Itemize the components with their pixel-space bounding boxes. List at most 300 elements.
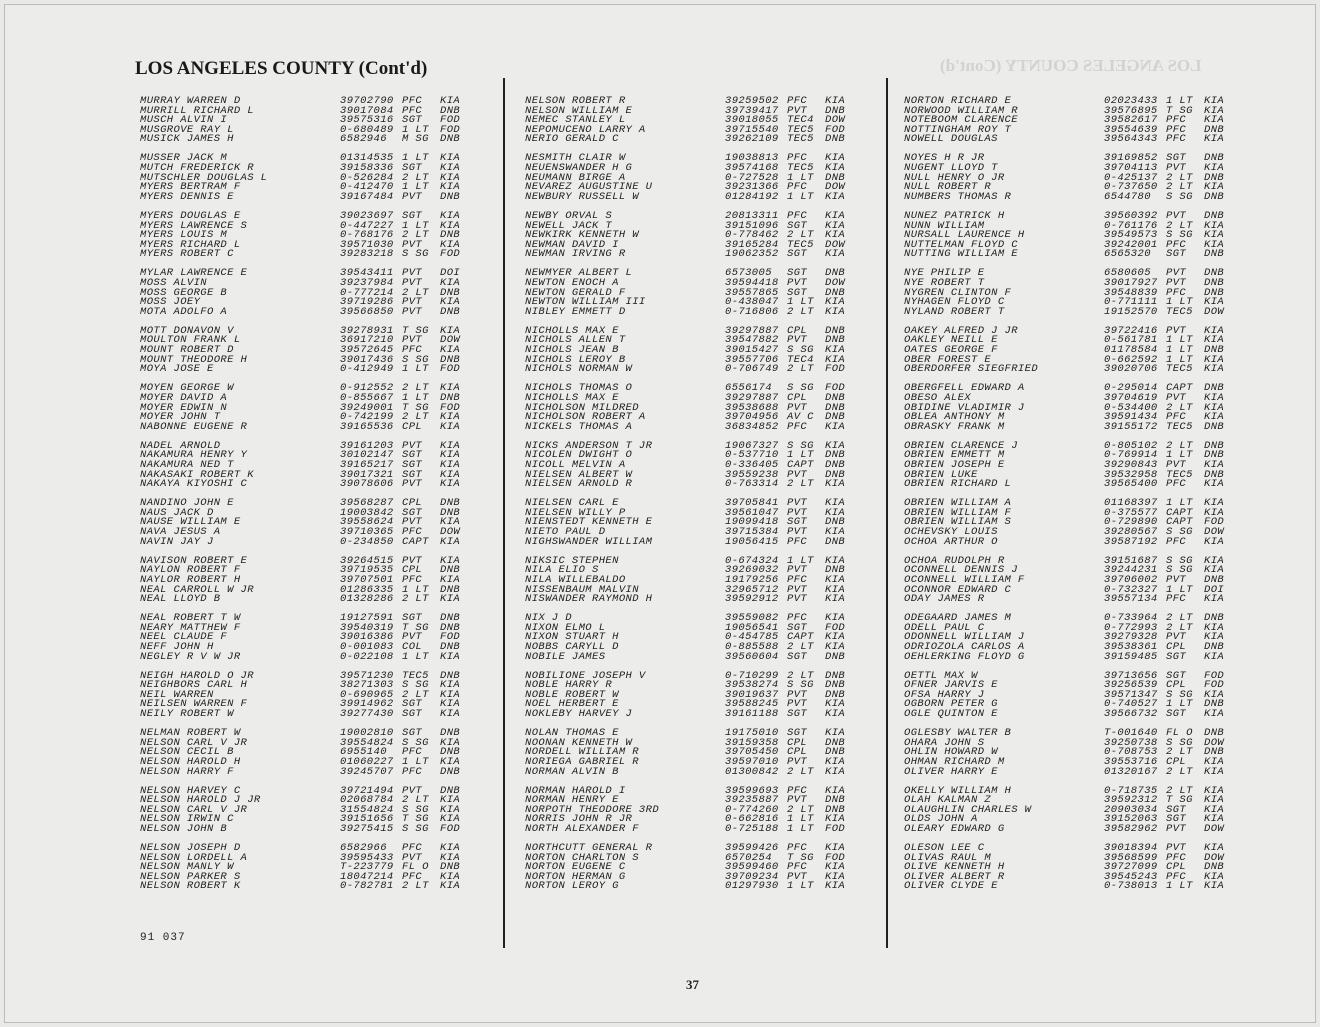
entry-name: NYE PHILIP E — [904, 267, 985, 280]
entry-rank: PVT — [402, 516, 423, 529]
entry-name: OHMAN RICHARD M — [904, 755, 1005, 768]
entry-serial: 39165217 — [340, 459, 394, 471]
entry-serial: 01060227 — [340, 755, 394, 768]
entry-rank: PVT — [402, 439, 423, 452]
entry-status: DNB — [825, 324, 846, 337]
entry-status: DOW — [825, 114, 846, 127]
entry-serial: 0-375577 — [1104, 506, 1158, 519]
roster-group — [904, 154, 1240, 202]
entry-status: KIA — [825, 526, 846, 539]
roster-group — [140, 844, 476, 892]
entry-name: NESMITH CLAIR W — [525, 152, 626, 165]
entry-serial: 39158336 — [340, 162, 394, 175]
entry-serial: 39018055 — [725, 114, 779, 127]
entry-serial: 19067327 — [725, 439, 779, 452]
entry-status: KIA — [440, 870, 461, 883]
entry-status: FOD — [440, 123, 461, 136]
entry-rank: CPL — [402, 564, 423, 577]
entry-status: FOD — [825, 382, 846, 395]
entry-serial: 39290843 — [1104, 459, 1158, 471]
entry-status: KIA — [440, 439, 461, 452]
entry-status: KIA — [440, 382, 461, 395]
entry-rank: PFC — [402, 95, 423, 107]
roster-entry — [525, 595, 861, 605]
entry-serial: 01168397 — [1104, 497, 1158, 510]
entry-status: KIA — [1204, 324, 1225, 337]
entry-status: DOW — [825, 277, 846, 289]
entry-name: NEIGH HAROLD O JR — [140, 669, 254, 682]
entry-rank: PVT — [402, 305, 423, 318]
page-number: 37 — [686, 977, 699, 992]
roster-group — [140, 324, 476, 376]
entry-name: OCHOA RUDOLPH R — [904, 554, 1005, 567]
entry-status: DNB — [825, 171, 846, 184]
entry-name: NELSON CARL V JR — [140, 803, 248, 816]
entry-rank: 2 LT — [787, 669, 814, 682]
entry-status: KIA — [825, 353, 846, 366]
entry-rank: 1 LT — [787, 171, 814, 184]
entry-status: DNB — [825, 669, 846, 682]
entry-rank: SGT — [787, 650, 808, 663]
entry-serial: 39719286 — [340, 296, 394, 309]
entry-name: NEUMANN BIRGE A — [525, 171, 626, 184]
entry-serial: 18047214 — [340, 870, 394, 883]
entry-rank: PVT — [402, 784, 423, 797]
entry-name: NEMEC STANLEY L — [525, 114, 626, 127]
entry-status: FOD — [440, 631, 461, 644]
entry-name: OFSA HARRY J — [904, 688, 985, 701]
entry-status: KIA — [440, 277, 461, 289]
roster-group — [525, 554, 861, 606]
entry-serial: 0-737650 — [1104, 181, 1158, 194]
entry-status: FOD — [825, 123, 846, 136]
entry-status: DNB — [825, 794, 846, 807]
entry-status: KIA — [440, 296, 461, 309]
entry-serial: 39599426 — [725, 842, 779, 855]
entry-serial: 39582617 — [1104, 114, 1158, 127]
roster-entry — [525, 365, 861, 375]
entry-status: DNB — [1204, 727, 1225, 740]
entry-serial: 0-805102 — [1104, 439, 1158, 452]
entry-name: NIX J D — [525, 612, 572, 625]
entry-status: DNB — [825, 459, 846, 471]
roster-entry — [904, 535, 1240, 548]
entry-status: DNB — [1204, 152, 1225, 165]
entry-status: KIA — [1204, 803, 1225, 816]
roster-group — [140, 209, 476, 261]
entry-name: NEEL CLAUDE F — [140, 631, 228, 644]
entry-serial: 39592312 — [1104, 794, 1158, 807]
entry-serial: 39278931 — [340, 324, 394, 337]
entry-rank: 1 LT — [1166, 880, 1193, 893]
entry-rank: PVT — [402, 267, 423, 280]
entry-name: MOULTON FRANK L — [140, 334, 241, 347]
entry-serial: 39597010 — [725, 755, 779, 768]
entry-serial: 36917210 — [340, 334, 394, 347]
entry-serial: 0-561781 — [1104, 334, 1158, 347]
entry-name: NILA WILLEBALDO — [525, 573, 626, 586]
entry-serial: 0-706749 — [725, 363, 779, 376]
entry-status: KIA — [440, 209, 461, 222]
entry-rank: 1 LT — [1166, 296, 1193, 309]
entry-status: KIA — [1204, 411, 1225, 424]
entry-name: MUSGROVE RAY L — [140, 123, 234, 136]
entry-name: NOBBS CARYLL D — [525, 641, 619, 653]
entry-name: NORRIS JOHN R JR — [525, 813, 633, 826]
entry-name: OLIVER HARRY E — [904, 765, 998, 778]
entry-serial: 39721494 — [340, 784, 394, 797]
entry-rank: 2 LT — [1166, 171, 1193, 184]
roster-group — [140, 669, 476, 721]
entry-serial: 39242001 — [1104, 238, 1158, 251]
entry-serial: 19099418 — [725, 516, 779, 529]
roster-entry — [140, 480, 476, 490]
entry-name: NOKLEBY HARVEY J — [525, 708, 633, 721]
entry-rank: S SG — [402, 679, 429, 692]
entry-serial: 39165284 — [725, 238, 779, 251]
entry-name: ODEGAARD JAMES M — [904, 612, 1012, 625]
roster-entry — [140, 650, 476, 663]
entry-serial: 39709234 — [725, 870, 779, 883]
entry-name: NOONAN KENNETH W — [525, 736, 633, 749]
roster-group — [904, 324, 1240, 376]
entry-name: OLAH KALMAN Z — [904, 794, 992, 807]
entry-name: MUTCH FREDERICK R — [140, 162, 254, 175]
entry-name: NOWELL DOUGLAS — [904, 133, 998, 146]
entry-status: DNB — [440, 286, 461, 299]
entry-name: NULL ROBERT R — [904, 181, 992, 194]
entry-status: DNB — [440, 506, 461, 519]
entry-serial: 0-412470 — [340, 181, 394, 194]
entry-rank: 1 LT — [787, 880, 814, 893]
entry-serial: 0-778462 — [725, 229, 779, 242]
entry-status: FOD — [825, 621, 846, 634]
entry-status: DNB — [440, 765, 461, 778]
entry-status: KIA — [1204, 755, 1225, 768]
entry-name: NAKAMURA NED T — [140, 459, 234, 471]
roster-entry — [904, 420, 1240, 433]
entry-status: KIA — [1204, 842, 1225, 855]
entry-status: KIA — [440, 794, 461, 807]
entry-rank: PVT — [787, 468, 808, 481]
entry-status: KIA — [825, 698, 846, 711]
entry-serial: 19127591 — [340, 612, 394, 625]
roster-group — [525, 499, 861, 547]
entry-name: NICHOLSON ROBERT A — [525, 411, 646, 424]
entry-status: KIA — [825, 573, 846, 586]
entry-status: DNB — [1204, 698, 1225, 711]
entry-status: DNB — [825, 564, 846, 577]
entry-serial: 0-768176 — [340, 229, 394, 242]
entry-serial: 39588245 — [725, 698, 779, 711]
roster-group — [904, 269, 1240, 317]
entry-status: KIA — [440, 698, 461, 711]
entry-name: NEIGHBORS CARL H — [140, 679, 248, 692]
entry-name: MURRAY WARREN D — [140, 95, 241, 107]
entry-status: DOW — [440, 334, 461, 347]
entry-rank: S SG — [787, 439, 814, 452]
entry-name: NUTTELMAN FLOYD C — [904, 238, 1018, 251]
roster-group — [904, 844, 1240, 892]
entry-status: KIA — [1204, 506, 1225, 519]
entry-name: NURSALL LAURENCE H — [904, 229, 1025, 242]
entry-status: KIA — [825, 861, 846, 874]
entry-name: OFNER JARVIS E — [904, 679, 998, 692]
entry-rank: PFC — [787, 181, 808, 194]
entry-rank: S SG — [402, 353, 429, 366]
entry-rank: PVT — [787, 698, 808, 711]
entry-serial: 39591434 — [1104, 411, 1158, 424]
entry-status: DNB — [440, 861, 461, 874]
entry-status: DNB — [440, 612, 461, 625]
entry-name: NOBILE JAMES — [525, 650, 606, 663]
entry-status: DNB — [825, 736, 846, 749]
entry-name: NELSON JOSEPH D — [140, 842, 241, 855]
entry-rank: PVT — [787, 794, 808, 807]
entry-status: FOD — [440, 401, 461, 414]
entry-rank: TEC4 — [787, 114, 814, 127]
entry-rank: CPL — [787, 391, 808, 404]
entry-status: DOW — [1204, 526, 1225, 539]
entry-name: NEWTON ENOCH A — [525, 277, 619, 289]
entry-status: DNB — [825, 803, 846, 816]
entry-rank: 2 LT — [1166, 181, 1193, 194]
entry-status: FOD — [1204, 516, 1225, 529]
entry-rank: SGT — [787, 219, 808, 232]
entry-rank: CPL — [787, 324, 808, 337]
entry-serial: 39565400 — [1104, 478, 1158, 491]
entry-name: NELSON HAROLD H — [140, 755, 241, 768]
roster-entry — [904, 710, 1240, 720]
roster-entry — [140, 190, 476, 203]
entry-rank: PVT — [402, 478, 423, 491]
entry-rank: SGT — [402, 449, 423, 462]
entry-serial: 01178584 — [1104, 344, 1158, 357]
entry-name: NERIO GERALD C — [525, 133, 619, 146]
entry-name: NICKELS THOMAS A — [525, 420, 633, 433]
entry-name: NEWMYER ALBERT L — [525, 267, 633, 280]
entry-serial: 0-729890 — [1104, 516, 1158, 529]
entry-status: DNB — [1204, 439, 1225, 452]
entry-name: NELSON LORDELL A — [140, 851, 248, 864]
entry-name: NORTON RICHARD E — [904, 95, 1012, 107]
entry-status: DNB — [440, 305, 461, 318]
entry-serial: 39705841 — [725, 497, 779, 510]
entry-status: DNB — [1204, 171, 1225, 184]
entry-serial: 20903034 — [1104, 803, 1158, 816]
roster-entry — [525, 650, 861, 663]
entry-serial: 39249001 — [340, 401, 394, 414]
entry-rank: 1 LT — [1166, 344, 1193, 357]
entry-serial: 39279328 — [1104, 631, 1158, 644]
entry-name: OBRIEN CLARENCE J — [904, 439, 1018, 452]
roster-group — [904, 669, 1240, 721]
entry-status: KIA — [1204, 631, 1225, 644]
entry-status: KIA — [1204, 363, 1225, 376]
entry-rank: 1 LT — [402, 219, 429, 232]
entry-name: NORMAN HAROLD I — [525, 784, 626, 797]
entry-rank: TEC5 — [787, 133, 814, 146]
entry-name: MOTA ADOLFO A — [140, 305, 228, 318]
entry-serial: 39269032 — [725, 564, 779, 577]
entry-rank: 1 LT — [787, 813, 814, 826]
entry-name: NAKAYA KIYOSHI C — [140, 478, 248, 491]
entry-rank: SGT — [1166, 152, 1187, 165]
roster-entry — [904, 135, 1240, 145]
roster-group — [525, 324, 861, 376]
entry-status: DNB — [440, 190, 461, 203]
entry-status: DNB — [1204, 267, 1225, 280]
entry-serial: 0-774260 — [725, 803, 779, 816]
entry-rank: S SG — [402, 736, 429, 749]
entry-name: OBRIEN WILLIAM F — [904, 506, 1012, 519]
roster-entry — [904, 650, 1240, 663]
entry-rank: 2 LT — [787, 229, 814, 242]
entry-status: KIA — [825, 219, 846, 232]
entry-rank: CPL — [1166, 641, 1187, 653]
entry-rank: SGT — [402, 162, 423, 175]
roster-group — [525, 209, 861, 261]
entry-name: NORTON EUGENE C — [525, 861, 626, 874]
entry-status: KIA — [825, 152, 846, 165]
entry-name: NIXON STUART H — [525, 631, 619, 644]
entry-name: NEIL WARREN — [140, 688, 214, 701]
entry-serial: 39547882 — [725, 334, 779, 347]
entry-serial: 39560392 — [1104, 209, 1158, 222]
entry-rank: PFC — [402, 842, 423, 855]
entry-rank: 1 LT — [787, 449, 814, 462]
entry-rank: S SG — [402, 803, 429, 816]
entry-status: KIA — [825, 727, 846, 740]
entry-rank: 2 LT — [1166, 401, 1193, 414]
entry-name: NEAL ROBERT T W — [140, 612, 241, 625]
entry-serial: 39167484 — [340, 190, 394, 203]
entry-rank: PVT — [1166, 631, 1187, 644]
entry-serial: 39151656 — [340, 813, 394, 826]
entry-status: DNB — [440, 353, 461, 366]
entry-name: NYE ROBERT T — [904, 277, 985, 289]
entry-rank: 1 LT — [787, 190, 814, 203]
entry-status: KIA — [1204, 497, 1225, 510]
entry-serial: 0-718735 — [1104, 784, 1158, 797]
entry-rank: 1 LT — [402, 391, 429, 404]
entry-status: DNB — [825, 391, 846, 404]
entry-status: KIA — [440, 420, 461, 433]
entry-rank: CPL — [402, 420, 423, 433]
entry-name: OETTL MAX W — [904, 669, 978, 682]
entry-status: DNB — [1204, 286, 1225, 299]
entry-name: OLESON LEE C — [904, 842, 985, 855]
entry-status: DNB — [1204, 190, 1225, 203]
entry-status: DNB — [825, 449, 846, 462]
entry-serial: 0-732327 — [1104, 583, 1158, 596]
entry-serial: 0-769914 — [1104, 449, 1158, 462]
entry-serial: 0-738013 — [1104, 880, 1158, 893]
entry-rank: CPL — [787, 746, 808, 759]
entry-name: NELSON ROBERT K — [140, 880, 241, 893]
entry-name: NORTON CHARLTON S — [525, 851, 639, 864]
entry-status: KIA — [440, 851, 461, 864]
roster-group — [525, 784, 861, 835]
entry-serial: 39566732 — [1104, 708, 1158, 721]
entry-serial: 39015427 — [725, 344, 779, 357]
column-divider-2 — [886, 78, 888, 948]
entry-status: KIA — [1204, 219, 1225, 232]
entry-serial: 39599460 — [725, 861, 779, 874]
entry-serial: 39715540 — [725, 123, 779, 136]
entry-status: DNB — [825, 411, 846, 424]
entry-name: NICOLEN DWIGHT O — [525, 449, 633, 462]
roster-entry — [525, 765, 861, 778]
entry-status: FOD — [825, 851, 846, 864]
entry-serial: 39275415 — [340, 823, 394, 835]
entry-rank: S SG — [1166, 688, 1193, 701]
entry-serial: 19056415 — [725, 535, 779, 548]
entry-status: KIA — [440, 688, 461, 701]
roster-group — [525, 729, 861, 777]
roster-entry — [140, 710, 476, 720]
roster-entry — [140, 305, 476, 318]
roster-entry — [525, 250, 861, 260]
entry-rank: CAPT — [1166, 382, 1193, 395]
entry-name: NULL HENRY O JR — [904, 171, 1005, 184]
entry-name: NICHOLS LEROY B — [525, 353, 626, 366]
entry-serial: 0-725188 — [725, 823, 779, 835]
entry-status: KIA — [1204, 162, 1225, 175]
roster-group — [140, 499, 476, 547]
entry-rank: 2 LT — [787, 803, 814, 816]
entry-rank: 2 LT — [787, 641, 814, 653]
entry-rank: SGT — [1166, 708, 1187, 721]
entry-status: DNB — [825, 468, 846, 481]
entry-serial: 39297887 — [725, 324, 779, 337]
entry-status: DNB — [1204, 123, 1225, 136]
roster-entry — [525, 535, 861, 548]
entry-serial: 39713656 — [1104, 669, 1158, 682]
entry-rank: 1 LT — [402, 755, 429, 768]
entry-name: OCONNELL DENNIS J — [904, 564, 1018, 577]
entry-status: KIA — [1204, 133, 1225, 146]
entry-name: MOYER EDWIN N — [140, 401, 228, 414]
entry-name: OGLESBY WALTER B — [904, 727, 1012, 740]
entry-serial: 0-782781 — [340, 880, 394, 893]
entry-serial: 39710365 — [340, 526, 394, 539]
entry-status: KIA — [440, 171, 461, 184]
entry-serial: 39244231 — [1104, 564, 1158, 577]
entry-name: NISSENBAUM MALVIN — [525, 583, 639, 596]
entry-name: MOSS GEORGE B — [140, 286, 228, 299]
entry-name: NIGHSWANDER WILLIAM — [525, 535, 653, 548]
roster-entry — [904, 190, 1240, 203]
entry-rank: PFC — [1166, 535, 1187, 548]
roster-entry — [140, 882, 476, 892]
entry-status: KIA — [1204, 459, 1225, 471]
entry-name: OCHEVSKY LOUIS — [904, 526, 998, 539]
entry-serial: 39280567 — [1104, 526, 1158, 539]
entry-status: KIA — [440, 650, 461, 663]
entry-serial: 39705450 — [725, 746, 779, 759]
entry-rank: 1 LT — [1166, 698, 1193, 711]
entry-name: NELSON WILLIAM E — [525, 104, 633, 117]
entry-name: OKELLY WILLIAM H — [904, 784, 1012, 797]
entry-serial: 01320167 — [1104, 765, 1158, 778]
entry-name: NEWKIRK KENNETH W — [525, 229, 639, 242]
entry-serial: 0-710299 — [725, 669, 779, 682]
entry-serial: 39572645 — [340, 344, 394, 357]
entry-rank: TEC5 — [1166, 420, 1193, 433]
entry-name: NYHAGEN FLOYD C — [904, 296, 1005, 309]
entry-rank: T SG — [787, 851, 814, 864]
